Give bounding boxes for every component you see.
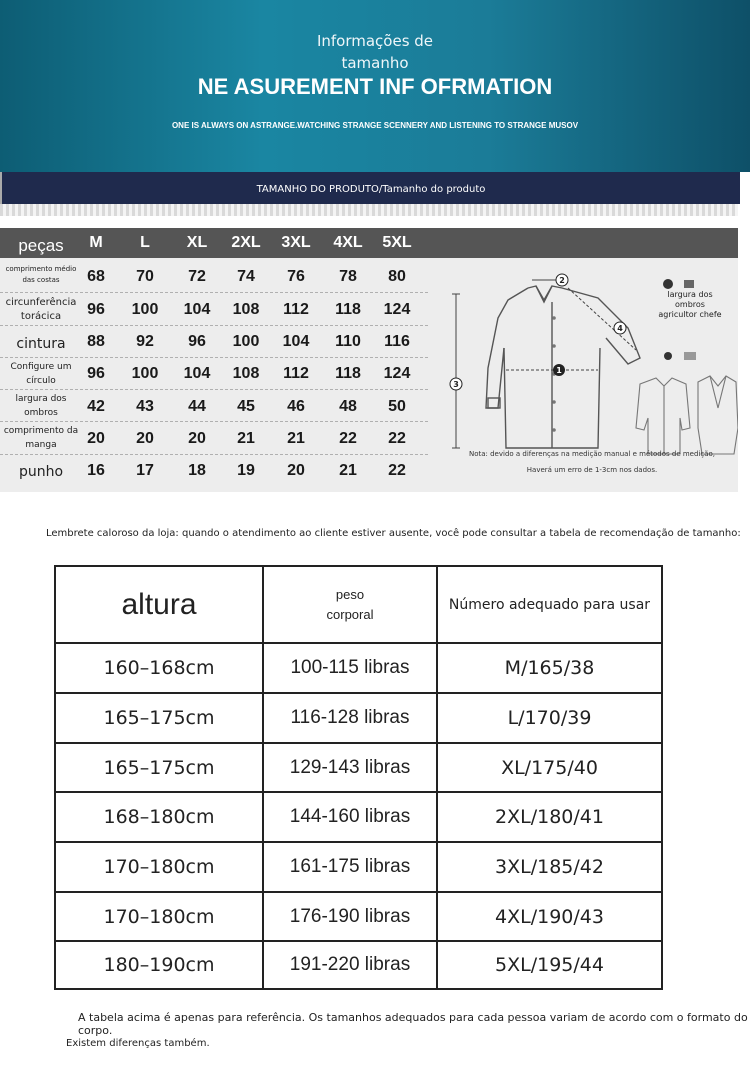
size-cell: 70 (136, 268, 154, 285)
size-cell: 100 (131, 301, 159, 318)
size-cell: 112 (283, 365, 309, 382)
rec-size: 5XL/195/44 (495, 954, 604, 976)
size-cell: 96 (188, 333, 206, 350)
size-cell: 104 (183, 301, 211, 318)
size-cell: 80 (388, 268, 406, 285)
size-cell: 124 (383, 365, 411, 382)
size-cell: 96 (87, 365, 105, 382)
size-table-corner-label: peças (18, 236, 64, 255)
size-cell: 44 (188, 398, 206, 415)
row-label-chest: circunferência torácica (5, 297, 77, 322)
measurement-note-1: Nota: devido a diferenças na medição manual e métodos de medição, (468, 450, 716, 458)
rec-size: 4XL/190/43 (495, 905, 604, 928)
table-row (56, 793, 661, 843)
size-cell: 50 (388, 398, 406, 415)
header-title-en: NE ASUREMENT INF OFRMATION (197, 74, 553, 99)
size-cell: 104 (183, 365, 211, 382)
size-header-4xl: 4XL (333, 234, 363, 251)
header-title-pt (0, 30, 750, 74)
size-header-l: L (140, 234, 150, 251)
table-row (56, 843, 661, 893)
diagram-legend (650, 290, 730, 320)
size-cell: 68 (87, 268, 105, 285)
rec-height: 180–190cm (56, 942, 264, 988)
rec-header-row (56, 567, 661, 644)
size-cell: 21 (339, 462, 357, 479)
rec-height: 160–168cm (56, 644, 264, 692)
size-cell: 18 (188, 462, 206, 479)
header-tagline: ONE IS ALWAYS ON ASTRANGE.WATCHING STRANGE SCENNERY AND LISTENING TO STRANGE MUSOV (171, 121, 579, 130)
shirt-measurement-diagram (428, 258, 738, 492)
size-cell: 76 (287, 268, 305, 285)
rec-height: 170–180cm (56, 893, 264, 940)
size-cell: 118 (335, 365, 361, 382)
rec-height: 165–175cm (56, 694, 264, 742)
legend-line-3: agricultor chefe (658, 310, 722, 319)
rec-weight: 100-115 libras (264, 644, 438, 692)
size-header-3xl: 3XL (281, 234, 311, 251)
rec-size: 3XL/185/42 (495, 856, 604, 878)
size-cell: 78 (339, 268, 357, 285)
size-cell: 16 (87, 462, 105, 479)
size-cell: 17 (136, 462, 154, 479)
size-cell: 43 (136, 398, 154, 415)
size-cell: 72 (188, 268, 206, 285)
size-header-m: M (89, 234, 103, 251)
row-label-waist: cintura (16, 336, 66, 352)
size-cell: 20 (188, 430, 206, 447)
size-cell: 21 (237, 430, 255, 447)
size-cell: 100 (232, 333, 260, 350)
size-cell: 100 (131, 365, 159, 382)
row-label-cuff: punho (18, 464, 64, 480)
rec-weight: 144-160 libras (264, 793, 438, 841)
size-table (0, 228, 738, 492)
legend-line-2: ombros (675, 300, 705, 309)
rec-size: L/170/39 (507, 707, 592, 729)
size-cell: 88 (87, 333, 105, 350)
rec-header-weight-line1: peso (335, 586, 365, 602)
legend-line-1: largura dos (667, 290, 713, 299)
size-cell: 21 (287, 430, 305, 447)
size-cell: 108 (232, 301, 260, 318)
rec-height: 165–175cm (56, 744, 264, 791)
size-recommendation-table (54, 565, 663, 990)
size-cell: 124 (383, 301, 411, 318)
size-cell: 108 (232, 365, 260, 382)
size-cell: 20 (136, 430, 154, 447)
size-cell: 96 (87, 301, 105, 318)
store-reminder: Lembrete caloroso da loja: quando o atendimento ao cliente estiver ausente, você pode consultar a tabela de recomendação de tamanho: (46, 528, 741, 539)
table-row (56, 694, 661, 744)
size-cell: 74 (237, 268, 255, 285)
rec-weight: 191-220 libras (264, 942, 438, 988)
size-cell: 20 (287, 462, 305, 479)
rec-height: 170–180cm (56, 843, 264, 891)
rec-header-weight-line2: corporal (326, 606, 374, 622)
size-cell: 22 (388, 430, 406, 447)
rec-header-weight (264, 567, 438, 642)
size-cell: 116 (384, 333, 410, 350)
size-cell: 48 (339, 398, 357, 415)
row-label-hem: Configure um círculo (10, 362, 72, 386)
size-cell: 22 (339, 430, 357, 447)
table-row (56, 942, 661, 988)
rec-size: 2XL/180/41 (495, 806, 604, 828)
size-cell: 92 (136, 333, 154, 350)
size-header-5xl: 5XL (382, 234, 412, 251)
marker-2: 2 (559, 276, 565, 285)
header-banner (0, 0, 750, 172)
size-table-header (0, 228, 738, 258)
size-cell: 112 (283, 301, 309, 318)
marker-1: 1 (556, 366, 562, 375)
size-cell: 118 (335, 301, 361, 318)
measurement-note-2: Haverá um erro de 1-3cm nos dados. (526, 466, 658, 474)
reference-disclaimer: A tabela acima é apenas para referência. Os tamanhos adequados para cada pessoa variam de acordo com o formato do corpo. (78, 1011, 748, 1037)
rec-header-size: Número adequado para usar (448, 596, 651, 613)
header-title-pt-line2: tamanho (341, 54, 409, 72)
size-header-2xl: 2XL (231, 234, 261, 251)
row-label-back-length: comprimento médio das costas (5, 265, 77, 284)
rec-height: 168–180cm (56, 793, 264, 841)
marker-3: 3 (453, 380, 459, 389)
rec-header-height: altura (56, 567, 264, 642)
marker-4: 4 (617, 324, 623, 333)
size-cell: 110 (335, 333, 361, 350)
size-cell: 20 (87, 430, 105, 447)
product-size-bar: TAMANHO DO PRODUTO/Tamanho do produto (0, 172, 740, 204)
size-header-xl: XL (186, 234, 208, 251)
table-row (56, 893, 661, 942)
size-cell: 46 (287, 398, 305, 415)
table-row (56, 644, 661, 694)
size-cell: 104 (282, 333, 310, 350)
decorative-stripe (0, 204, 738, 216)
size-cell: 45 (237, 398, 255, 415)
rec-size: M/165/38 (504, 657, 595, 679)
rec-size: XL/175/40 (501, 756, 598, 779)
size-cell: 22 (388, 462, 406, 479)
header-title-pt-line1: Informações de (316, 32, 434, 50)
rec-weight: 116-128 libras (264, 694, 438, 742)
rec-weight: 161-175 libras (264, 843, 438, 891)
rec-weight: 176-190 libras (264, 893, 438, 940)
row-label-shoulder: largura dos ombros (15, 394, 67, 418)
size-cell: 19 (237, 462, 255, 479)
reference-disclaimer-2: Existem diferenças também. (66, 1038, 210, 1049)
row-label-sleeve: comprimento da manga (3, 426, 79, 450)
table-row (56, 744, 661, 793)
rec-weight: 129-143 libras (264, 744, 438, 791)
size-cell: 42 (87, 398, 105, 415)
